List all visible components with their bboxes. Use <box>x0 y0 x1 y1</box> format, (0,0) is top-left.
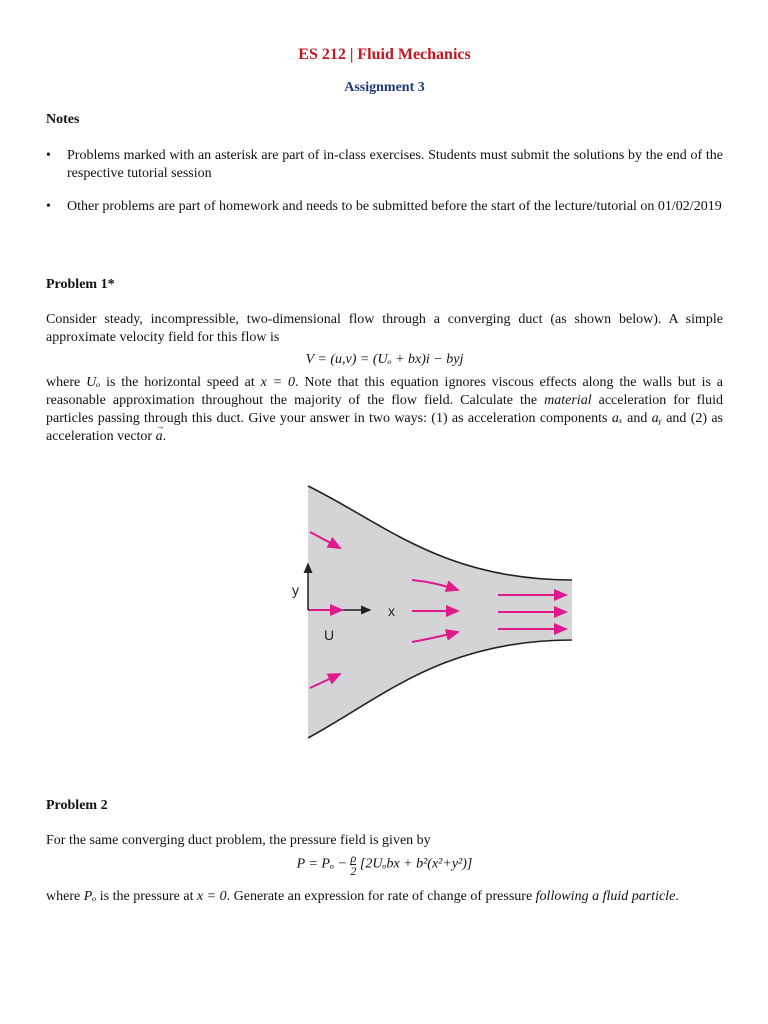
velocity-equation: V = (u,v) = (Uₒ + bx)i − byj <box>305 352 464 367</box>
text-span: where <box>46 375 81 390</box>
math-ax: aₓ <box>611 411 623 426</box>
eq-two: 2 <box>350 864 357 878</box>
material-emphasis: material <box>544 393 592 408</box>
course-title: ES 212 | Fluid Mechanics <box>298 46 471 63</box>
text-span: . <box>675 889 679 904</box>
problem2-intro: For the same converging duct problem, the pressure field is given by <box>46 833 431 848</box>
u-label: U <box>324 627 335 643</box>
bullet-dot: • <box>46 199 51 214</box>
math-ay: aᵧ <box>651 411 662 426</box>
assignment-title: Assignment 3 <box>344 80 425 95</box>
notes-bullet-2 <box>46 198 723 216</box>
math-x0: x = 0 <box>196 889 227 904</box>
text-span: . <box>162 429 167 444</box>
eq-fraction <box>350 852 356 877</box>
text-span: is the horizontal speed at <box>106 375 255 390</box>
text-span: and <box>627 411 648 426</box>
eq-rho: ρ <box>350 851 357 865</box>
pressure-equation <box>46 852 723 877</box>
bullet-text: Problems marked with an asterisk are part of in-class exercises. Students must submit the solutions by the end of the respective tutorial session <box>67 148 723 181</box>
math-u0: Uₒ <box>86 375 101 390</box>
x-axis-label: x <box>388 603 395 619</box>
text-span: and (2) as acceleration vector <box>46 411 724 444</box>
problem1-intro: Consider steady, incompressible, two-dimensional flow through a converging duct (as shown below). A simple approximate velocity field for this flow is <box>46 312 723 345</box>
eq-rhs: [2Uₒbx + b²(x²+y²)] <box>359 856 473 872</box>
text-span: . Note that this equation ignores viscous effects along the walls but is a reasonable approximation throughout the majority of the flow field. Calculate the <box>46 375 724 408</box>
text-span: is the pressure at <box>99 889 194 904</box>
math-p0: Pₒ <box>83 889 97 904</box>
bullet-text: Other problems are part of homework and needs to be submitted before the start of the lecture/tutorial on 01/02/2019 <box>67 199 722 214</box>
bullet-dot: • <box>46 148 51 163</box>
math-x0: x = 0 <box>260 375 296 390</box>
problem2-body <box>46 888 723 906</box>
problem1-body <box>46 374 723 446</box>
following-emphasis: following a fluid particle <box>535 889 676 904</box>
text-span: . Generate an expression for rate of change of pressure <box>226 889 533 904</box>
problem1-heading: Problem 1* <box>46 277 115 292</box>
text-span: acceleration for fluid particles passing through this duct. Give your answer in two ways: (1) as acceleration components <box>46 393 724 426</box>
notes-heading: Notes <box>46 112 80 127</box>
notes-bullet-1 <box>46 147 723 183</box>
text-span: where <box>46 889 81 904</box>
converging-duct-figure <box>262 482 582 744</box>
eq-lhs: P = Pₒ − <box>296 856 347 872</box>
problem2-heading: Problem 2 <box>46 798 108 813</box>
y-axis-label: y <box>292 582 299 598</box>
math-a-vector: → a <box>156 428 163 446</box>
